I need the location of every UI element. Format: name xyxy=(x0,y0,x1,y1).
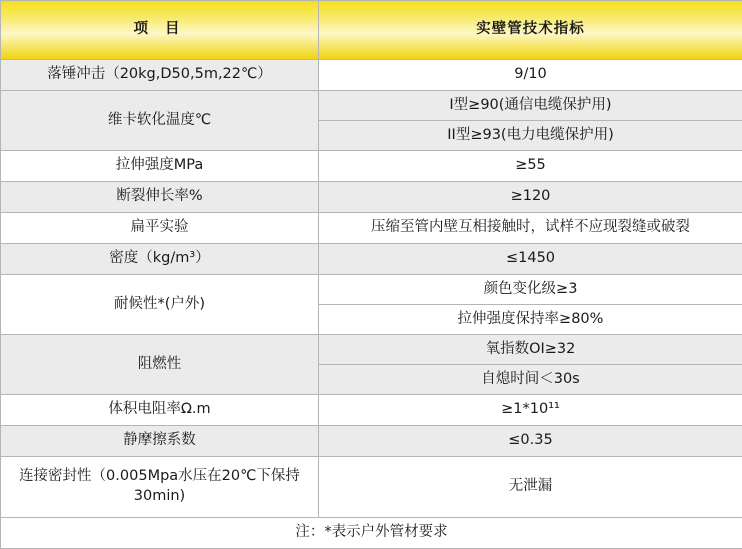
table-note: 注：*表示户外管材要求 xyxy=(1,518,742,549)
row-label: 拉伸强度MPa xyxy=(1,151,319,182)
table-note-row xyxy=(1,518,742,549)
row-value: 氧指数OI≥32 xyxy=(319,335,742,365)
table-row xyxy=(1,91,742,121)
row-label: 落锤冲击（20kg,D50,5m,22℃） xyxy=(1,60,319,91)
table-row xyxy=(1,182,742,213)
row-value: 颜色变化级≥3 xyxy=(319,275,742,305)
table-row xyxy=(1,213,742,244)
row-label: 扁平实验 xyxy=(1,213,319,244)
table-row xyxy=(1,457,742,518)
row-label: 连接密封性（0.005Mpa水压在20℃下保持30min) xyxy=(1,457,319,518)
row-value: ≥55 xyxy=(319,151,742,182)
table-row xyxy=(1,60,742,91)
row-value: ≥1*10¹¹ xyxy=(319,395,742,426)
row-value: 自熄时间＜30s xyxy=(319,365,742,395)
row-label: 耐候性*(户外) xyxy=(1,275,319,335)
table-row xyxy=(1,275,742,305)
row-value: 9/10 xyxy=(319,60,742,91)
row-label: 断裂伸长率% xyxy=(1,182,319,213)
row-label: 阻燃性 xyxy=(1,335,319,395)
table-row xyxy=(1,335,742,365)
row-value: II型≥93(电力电缆保护用) xyxy=(319,121,742,151)
row-value: ≤1450 xyxy=(319,244,742,275)
row-value: 拉伸强度保持率≥80% xyxy=(319,305,742,335)
row-label: 静摩擦系数 xyxy=(1,426,319,457)
header-spec: 实壁管技术指标 xyxy=(319,1,742,60)
row-label: 体积电阻率Ω.m xyxy=(1,395,319,426)
row-label: 维卡软化温度℃ xyxy=(1,91,319,151)
table-row xyxy=(1,395,742,426)
row-label: 密度（kg/m³） xyxy=(1,244,319,275)
table-row xyxy=(1,151,742,182)
row-value: 无泄漏 xyxy=(319,457,742,518)
table-header-row xyxy=(1,1,742,60)
table-row xyxy=(1,244,742,275)
row-value: I型≥90(通信电缆保护用) xyxy=(319,91,742,121)
row-value: ≥120 xyxy=(319,182,742,213)
row-value: ≤0.35 xyxy=(319,426,742,457)
header-item: 项 目 xyxy=(1,1,319,60)
row-value: 压缩至管内壁互相接触时，试样不应现裂缝或破裂 xyxy=(319,213,742,244)
table-row xyxy=(1,426,742,457)
